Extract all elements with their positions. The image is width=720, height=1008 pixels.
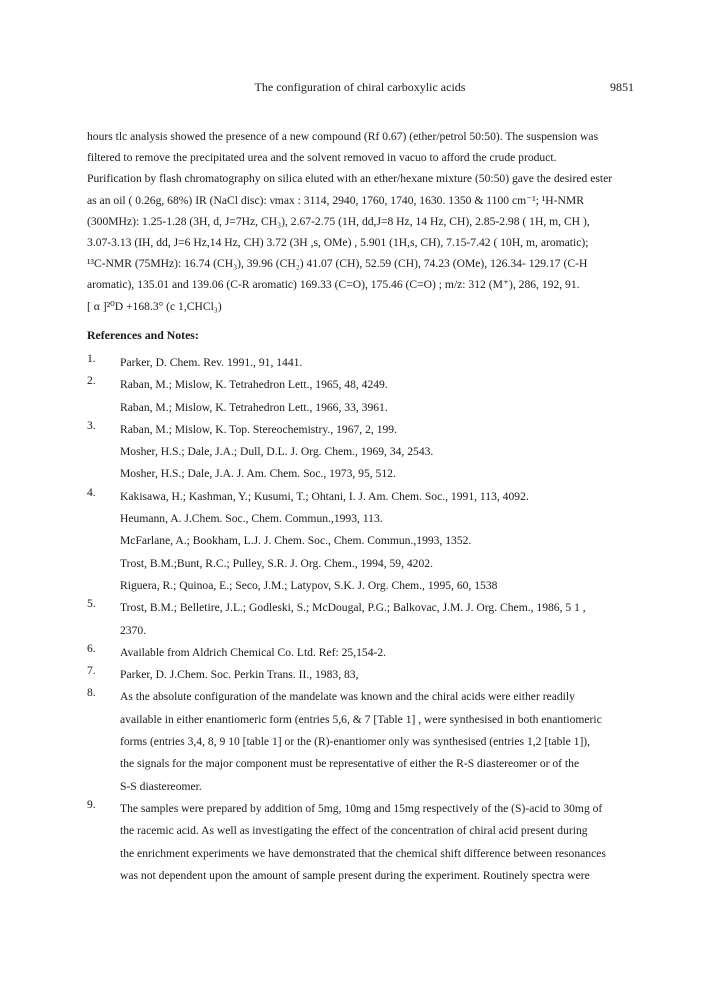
experimental-paragraph — [87, 126, 639, 317]
reference-text: the signals for the major component must be representative of either the R-S diastereomer or of the — [120, 757, 580, 771]
experimental-line: (300MHz): 1.25-1.28 (3H, d, J=7Hz, CH₃), 2.67-2.75 (1H, dd,J=8 Hz, 14 Hz, CH), 2.85-2.98 ( 1H, m, CH ), — [87, 214, 590, 228]
reference-text: the racemic acid. As well as investigating the effect of the concentration of chiral acid present during — [120, 824, 588, 838]
reference-item — [87, 486, 639, 597]
reference-number: 2. — [87, 374, 96, 388]
reference-text: Raban, M.; Mislow, K. Tetrahedron Lett., 1966, 33, 3961. — [120, 400, 388, 414]
reference-item — [87, 798, 639, 887]
reference-number: 3. — [87, 418, 96, 432]
reference-text: McFarlane, A.; Bookham, L.J. J. Chem. Soc., Chem. Commun.,1993, 1352. — [120, 534, 472, 548]
experimental-line: hours tlc analysis showed the presence of a new compound (Rf 0.67) (ether/petrol 50:50). The suspension was — [87, 130, 599, 143]
reference-item — [87, 597, 639, 642]
reference-text: Riguera, R.; Quinoa, E.; Seco, J.M.; Latypov, S.K. J. Org. Chem., 1995, 60, 1538 — [120, 578, 498, 592]
running-title: The configuration of chiral carboxylic acids — [254, 80, 466, 94]
reference-item — [87, 352, 639, 374]
reference-text: Parker, D. J.Chem. Soc. Perkin Trans. II., 1983, 83, — [120, 668, 359, 682]
reference-text: S-S diastereomer. — [120, 779, 202, 793]
experimental-line: ¹³C-NMR (75MHz): 16.74 (CH₃), 39.96 (CH₂) 41.07 (CH), 52.59 (CH), 74.23 (OMe), 126.34- 129.17 (C-H — [87, 257, 588, 271]
reference-number: 1. — [87, 352, 96, 365]
reference-item — [87, 419, 639, 486]
reference-number: 4. — [87, 485, 96, 499]
reference-text: The samples were prepared by addition of 5mg, 10mg and 15mg respectively of the (S)-acid to 30mg of — [120, 801, 603, 815]
reference-text: available in either enantiomeric form (entries 5,6, & 7 [Table 1] , were synthesised in both enantiomeric — [120, 712, 602, 726]
experimental-line: Purification by flash chromatography on silica eluted with an ether/hexane mixture (50:50) gave the desired ester — [87, 172, 613, 186]
page-number: 9851 — [610, 80, 634, 94]
reference-text: Kakisawa, H.; Kashman, Y.; Kusumi, T.; Ohtani, I. J. Am. Chem. Soc., 1991, 113, 4092. — [120, 489, 529, 503]
experimental-line: aromatic), 135.01 and 139.06 (C-R aromatic) 169.33 (C=O), 175.46 (C=O) ; m/z: 312 (M⁺), 286, 192, 91. — [87, 278, 580, 292]
reference-text: was not dependent upon the amount of sample present during the experiment. Routinely spectra were — [120, 868, 590, 882]
references-list — [87, 352, 639, 887]
reference-text: Raban, M.; Mislow, K. Top. Stereochemistry., 1967, 2, 199. — [120, 422, 397, 436]
reference-text: Mosher, H.S.; Dale, J.A. J. Am. Chem. Soc., 1973, 95, 512. — [120, 467, 396, 481]
reference-text: Available from Aldrich Chemical Co. Ltd. Ref: 25,154-2. — [120, 645, 387, 659]
references-heading: References and Notes: — [87, 328, 199, 342]
reference-text: Parker, D. Chem. Rev. 1991., 91, 1441. — [120, 356, 303, 369]
reference-text: Raban, M.; Mislow, K. Tetrahedron Lett., 1965, 48, 4249. — [120, 378, 388, 392]
running-header — [86, 80, 634, 96]
reference-item — [87, 686, 639, 797]
reference-text: As the absolute configuration of the mandelate was known and the chiral acids were either readily — [120, 690, 575, 704]
reference-item — [87, 642, 639, 664]
reference-text: forms (entries 3,4, 8, 9 10 [table 1] or the (R)-enantiomer only was synthesised (entries 1,2 [table 1]), — [120, 735, 591, 749]
reference-number: 8. — [87, 686, 96, 700]
experimental-line: filtered to remove the precipitated urea and the solvent removed in vacuo to afford the crude product. — [87, 151, 557, 165]
reference-text: Trost, B.M.; Belletire, J.L.; Godleski, S.; McDougal, P.G.; Balkovac, J.M. J. Org. Chem., 1986, 5 1 , — [120, 601, 586, 615]
reference-number: 5. — [87, 597, 96, 611]
reference-text: Mosher, H.S.; Dale, J.A.; Dull, D.L. J. Org. Chem., 1969, 34, 2543. — [120, 445, 434, 459]
reference-text: Trost, B.M.;Bunt, R.C.; Pulley, S.R. J. Org. Chem., 1994, 59, 4202. — [120, 556, 433, 570]
reference-item — [87, 374, 639, 419]
experimental-line: [ α ]²⁰D +168.3° (c 1,CHCl₃) — [87, 299, 222, 313]
reference-text: the enrichment experiments we have demonstrated that the chemical shift difference between resonances — [120, 846, 606, 860]
experimental-line: as an oil ( 0.26g, 68%) IR (NaCl disc): νmax : 3114, 2940, 1760, 1740, 1630. 1350 & 1100 cm⁻¹; ¹H-NMR — [87, 193, 584, 207]
reference-item — [87, 664, 639, 686]
reference-number: 7. — [87, 664, 96, 678]
experimental-line: 3.07-3.13 (IH, dd, J=6 Hz,14 Hz, CH) 3.72 (3H ,s, OMe) , 5.901 (1H,s, CH), 7.15-7.42 ( 10H, m, aromatic); — [87, 236, 589, 250]
reference-text: Heumann, A. J.Chem. Soc., Chem. Commun.,1993, 113. — [120, 512, 383, 526]
reference-text: 2370. — [120, 623, 147, 637]
reference-number: 6. — [87, 641, 96, 655]
references-section — [87, 325, 639, 887]
reference-number: 9. — [87, 797, 96, 811]
